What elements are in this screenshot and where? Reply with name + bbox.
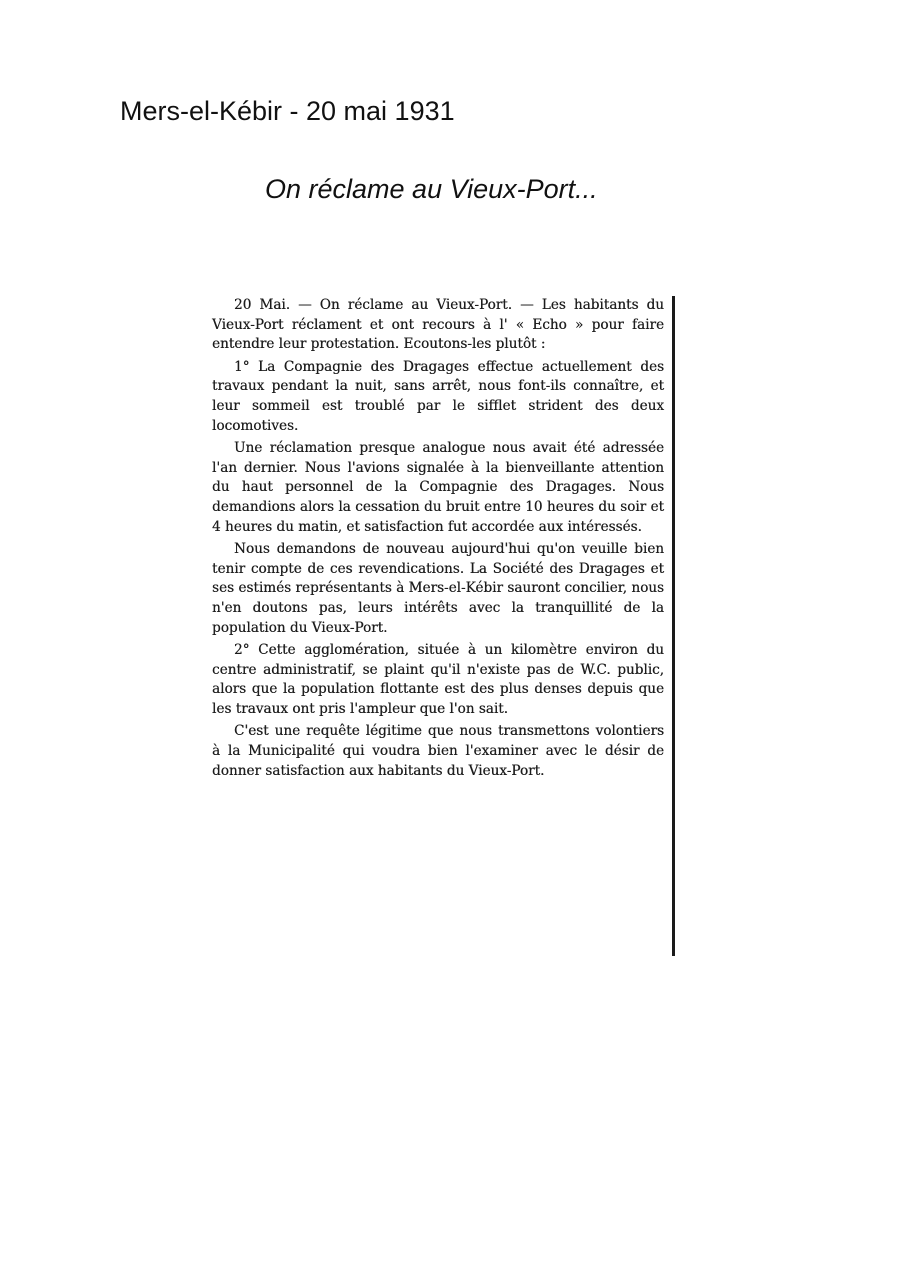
article-title: On réclame au Vieux-Port... [265, 174, 598, 204]
article-paragraph-6: C'est une requête légitime que nous transmettons volontiers à la Municipalité qui voudra bien l'examiner avec le désir de donner satisfaction aux habitants du Vieux-Port. [212, 723, 664, 779]
place-date-heading: Mers-el-Kébir - 20 mai 1931 [120, 96, 455, 126]
newspaper-clipping [212, 296, 675, 956]
article-paragraph-2: 1° La Compagnie des Dragages effectue actuellement des travaux pendant la nuit, sans arrêt, nous font-ils connaître, et leur sommeil est troublé par le sifflet strident des deux locomotives. [212, 358, 664, 434]
article-paragraph-5: 2° Cette agglomération, située à un kilomètre environ du centre administratif, se plaint qu'il n'existe pas de W.C. public, alors que la population flottante est des plus denses depuis que les travaux ont pris l'ampleur que l'on sait. [212, 642, 664, 717]
article-paragraph-1: 20 Mai. — On réclame au Vieux-Port. — Les habitants du Vieux-Port réclament et ont recours à l' « Echo » pour faire entendre leur protestation. Ecoutons-les plutôt : [212, 297, 664, 353]
article-paragraph-3: Une réclamation presque analogue nous avait été adressée l'an dernier. Nous l'avions signalée à la bienveillante attention du haut personnel de la Compagnie des Dragages. Nous demandions alors la cessation du bruit entre 10 heures du soir et 4 heures du matin, et satisfaction fut accordée aux intéressés. [212, 440, 664, 535]
article-paragraph-4: Nous demandons de nouveau aujourd'hui qu'on veuille bien tenir compte de ces revendications. La Société des Dragages et ses estimés représentants à Mers-el-Kébir sauront concilier, nous n'en doutons pas, leurs intérêts avec la tranquillité de la population du Vieux-Port. [212, 541, 664, 636]
